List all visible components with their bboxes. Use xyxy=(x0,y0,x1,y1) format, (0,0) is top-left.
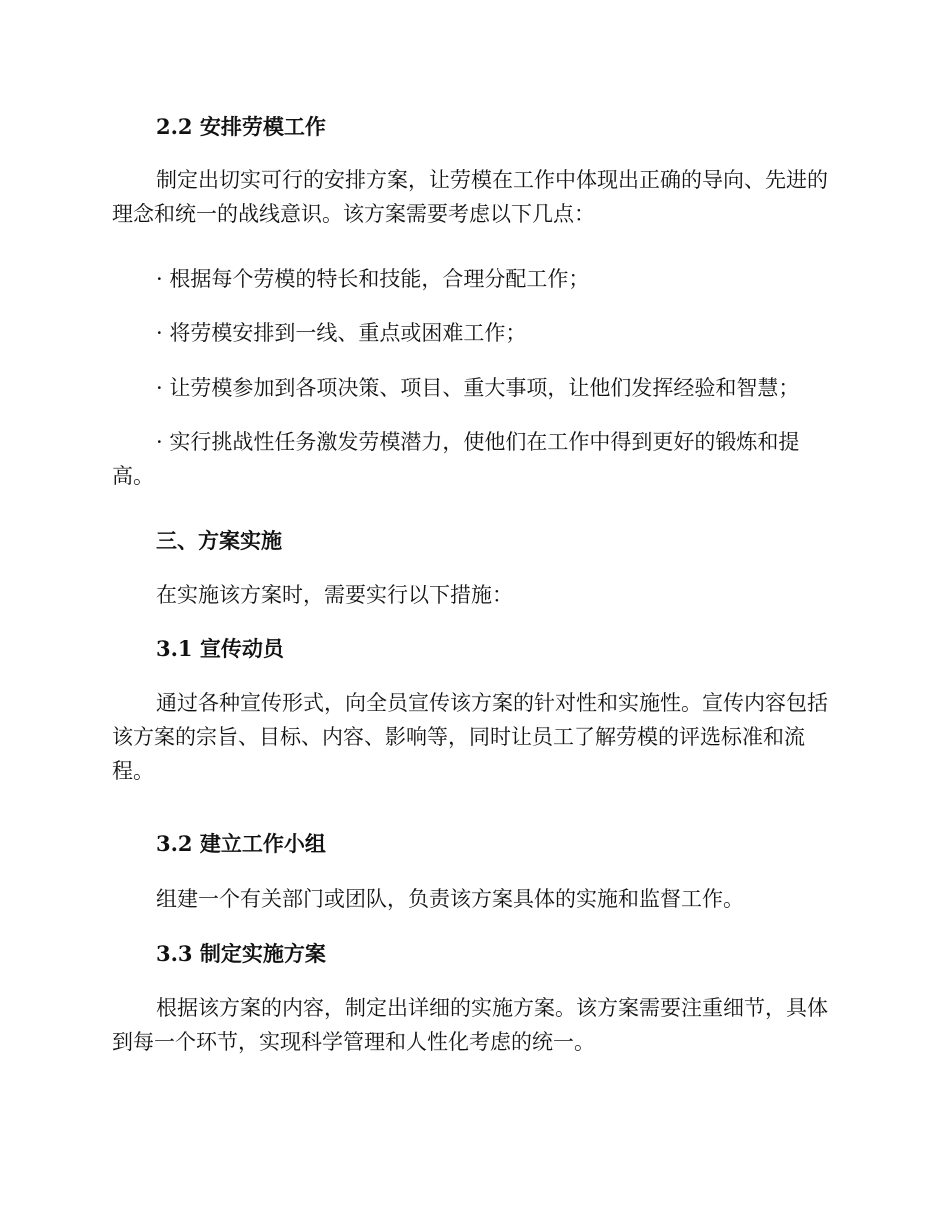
bullet-item-2: · 将劳模安排到一线、重点或困难工作； xyxy=(156,321,527,345)
section-heading-3-2: 3.2 建立工作小组 xyxy=(156,831,326,856)
section-heading-3-3: 3.3 制定实施方案 xyxy=(156,941,326,966)
paragraph-2-2: 制定出切实可行的安排方案，让劳模在工作中体现出正确的导向、先进的理念和统一的战线意识。该方案需要考虑以下几点： xyxy=(112,168,828,226)
section-heading-2-2: 2.2 安排劳模工作 xyxy=(156,114,326,139)
section-heading-3: 三、方案实施 xyxy=(156,528,282,553)
paragraph-3-2: 组建一个有关部门或团队，负责该方案具体的实施和监督工作。 xyxy=(156,887,744,911)
paragraph-3-1: 通过各种宣传形式，向全员宣传该方案的针对性和实施性。宣传内容包括该方案的宗旨、目标、内容、影响等，同时让员工了解劳模的评选标准和流程。 xyxy=(112,691,828,783)
bullet-item-1: · 根据每个劳模的特长和技能，合理分配工作； xyxy=(156,267,590,291)
paragraph-3-3: 根据该方案的内容，制定出详细的实施方案。该方案需要注重细节，具体到每一个环节，实现科学管理和人性化考虑的统一。 xyxy=(112,996,828,1054)
paragraph-3: 在实施该方案时，需要实行以下措施： xyxy=(156,583,513,607)
bullet-item-3: · 让劳模参加到各项决策、项目、重大事项，让他们发挥经验和智慧； xyxy=(156,376,800,400)
bullet-item-4: · 实行挑战性任务激发劳模潜力，使他们在工作中得到更好的锻炼和提高。 xyxy=(112,430,800,488)
section-heading-3-1: 3.1 宣传动员 xyxy=(156,636,284,661)
